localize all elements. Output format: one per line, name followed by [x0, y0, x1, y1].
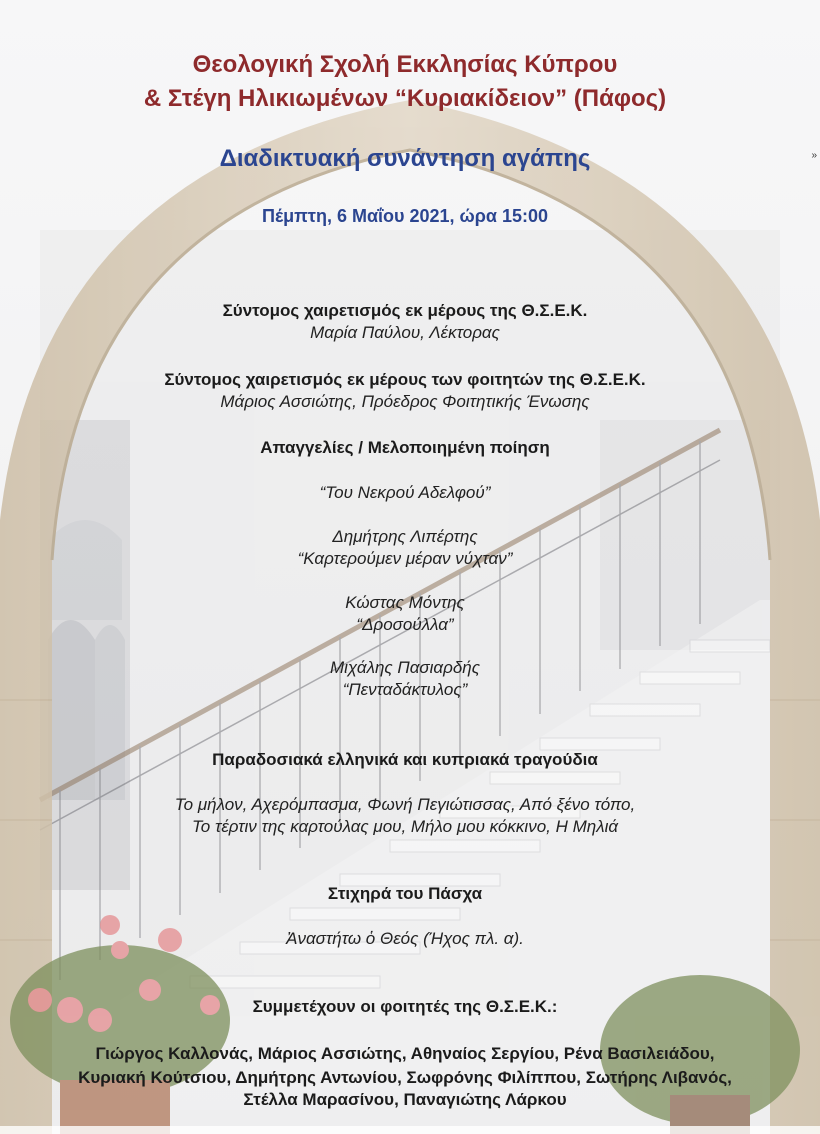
easter-section-title: Στιχηρά του Πάσχα — [327, 884, 483, 903]
title-line-1: Θεολογική Σχολή Εκκλησίας Κύπρου — [192, 51, 618, 78]
event-date: Πέμπτη, 6 Μαΐου 2021, ώρα 15:00 — [262, 206, 548, 226]
poem-1-title: “Του Νεκρού Αδελφού” — [319, 483, 491, 502]
poem-4-title: “Πενταδάκτυλος” — [342, 680, 468, 699]
songs-line-1: Το μήλον, Αχερόμπασμα, Φωνή Πεγιώτισσας, Από ξένο τόπο, — [174, 795, 636, 814]
poem-2-title: “Καρτερούμεν μέραν νύχταν” — [297, 549, 513, 568]
page-edge-mark: » — [811, 150, 817, 161]
event-subtitle: Διαδικτυακή συνάντηση αγάπης — [219, 145, 591, 172]
poet-3-name: Κώστας Μόντης — [345, 593, 465, 612]
participants-title: Συμμετέχουν οι φοιτητές της Θ.Σ.Ε.Κ.: — [252, 997, 558, 1016]
poetry-section-title: Απαγγελίες / Μελοποιημένη ποίηση — [260, 438, 550, 457]
participants-line-1: Γιώργος Καλλονάς, Μάριος Ασσιώτης, Αθηναίος Σεργίου, Ρένα Βασιλειάδου, — [95, 1044, 715, 1063]
greeting-1-title: Σύντομος χαιρετισμός εκ μέρους της Θ.Σ.Ε.Κ. — [222, 301, 588, 320]
participants-line-3: Στέλλα Μαρασίνου, Παναγιώτης Λάρκου — [243, 1090, 567, 1109]
greeting-2-title: Σύντομος χαιρετισμός εκ μέρους των φοιτητών της Θ.Σ.Ε.Κ. — [164, 370, 646, 389]
songs-section-title: Παραδοσιακά ελληνικά και κυπριακά τραγούδια — [212, 750, 598, 769]
greeting-2-person: Μάριος Ασσιώτης, Πρόεδρος Φοιτητικής Ένωσης — [220, 392, 590, 411]
poem-3-title: “Δροσούλλα” — [356, 615, 454, 634]
greeting-1-person: Μαρία Παύλου, Λέκτορας — [310, 323, 500, 342]
easter-hymn: Ἀναστήτω ὁ Θεός (Ήχος πλ. α). — [286, 929, 524, 948]
poet-2-name: Δημήτρης Λιπέρτης — [332, 527, 478, 546]
poet-4-name: Μιχάλης Πασιαρδής — [329, 658, 481, 677]
songs-line-2: Το τέρτιν της καρτούλας μου, Μήλο μου κόκκινο, Η Μηλιά — [191, 817, 619, 836]
title-line-2: & Στέγη Ηλικιωμένων “Κυριακίδειον” (Πάφος) — [143, 85, 667, 112]
participants-line-2: Κυριακή Κούτσιου, Δημήτρης Αντωνίου, Σωφρόνης Φιλίππου, Σωτήρης Λιβανός, — [78, 1068, 732, 1087]
